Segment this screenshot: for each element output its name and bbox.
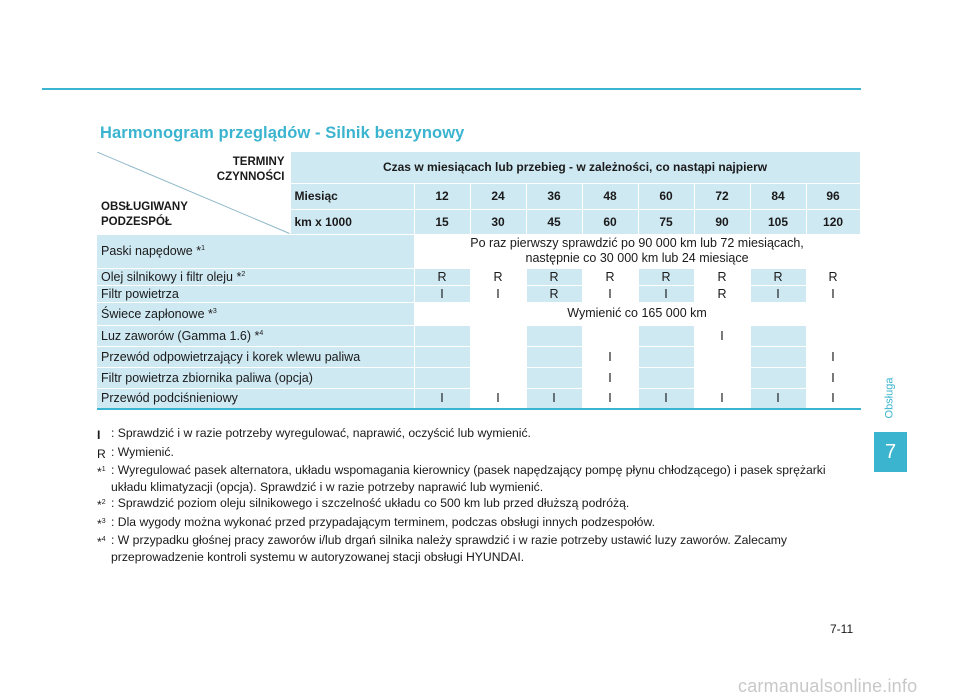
note-item <box>97 462 862 495</box>
cell-value <box>638 346 694 367</box>
cell-value <box>470 325 526 346</box>
note-text: : Sprawdzić i w razie potrzeby wyregulować, naprawić, oczyścić lub wymienić. <box>111 426 531 440</box>
chapter-tab-label: Obsługa <box>883 377 896 419</box>
km-value: 30 <box>470 209 526 234</box>
months-label: Miesiąc <box>290 183 414 209</box>
cell-value: I <box>694 325 750 346</box>
month-value: 48 <box>582 183 638 209</box>
cell-value: R <box>750 268 806 285</box>
maintenance-schedule-table <box>97 152 861 410</box>
cell-value <box>750 367 806 388</box>
note-key: *$^2$ <box>97 498 106 513</box>
corner-top-label: TERMINY CZYNNOŚCI <box>216 156 285 183</box>
row-span-text: Wymienić co 165 000 km <box>414 302 860 325</box>
note-text: : Sprawdzić poziom oleju silnikowego i szczelność układu co 500 km lub przed dłuższą podróżą. <box>111 496 630 511</box>
note-item <box>97 444 862 463</box>
note-item <box>97 425 862 444</box>
cell-value: R <box>526 285 582 302</box>
km-value: 90 <box>694 209 750 234</box>
page-title: Harmonogram przeglądów - Silnik benzynowy <box>100 124 465 142</box>
table-row <box>97 346 860 367</box>
cell-value: I <box>806 285 860 302</box>
chapter-number-tab: 7 <box>874 432 907 472</box>
cell-value <box>526 367 582 388</box>
cell-value: I <box>638 285 694 302</box>
table-row <box>97 302 860 325</box>
table-row <box>97 268 860 285</box>
cell-value <box>526 325 582 346</box>
note-text: : Wymienić. <box>111 444 174 459</box>
row-label: Przewód podciśnieniowy <box>97 388 414 409</box>
row-label: Luz zaworów (Gamma 1.6) *$^4$ <box>97 325 414 346</box>
table-row <box>97 234 860 268</box>
month-value: 60 <box>638 183 694 209</box>
cell-value: R <box>470 268 526 285</box>
corner-bottom-label: OBSŁUGIWANY PODZESPÓŁ <box>101 200 188 228</box>
note-key: R <box>97 446 106 461</box>
cell-value <box>638 367 694 388</box>
table-corner-cell <box>97 152 290 234</box>
cell-value <box>470 346 526 367</box>
cell-value: I <box>526 388 582 409</box>
legend-notes <box>97 425 862 565</box>
row-label: Przewód odpowietrzający i korek wlewu paliwa <box>97 346 414 367</box>
cell-value: I <box>694 388 750 409</box>
row-span-text: Po raz pierwszy sprawdzić po 90 000 km lub 72 miesiącach, następnie co 30 000 km lub 24 miesiące <box>414 234 860 268</box>
cell-value <box>694 346 750 367</box>
table-row <box>97 367 860 388</box>
cell-value: I <box>582 346 638 367</box>
cell-value: R <box>806 268 860 285</box>
cell-value: R <box>694 268 750 285</box>
month-value: 12 <box>414 183 470 209</box>
cell-value: I <box>582 388 638 409</box>
month-value: 96 <box>806 183 860 209</box>
note-text: : Wyregulować pasek alternatora, układu wspomagania kierownicy (pasek napędzający pompę płynu chłodzącego) i pasek sprężarki układu klimatyzacji (opcja). Sprawdzić i w razie potrzeby naprawić lub wymienić. <box>111 463 826 494</box>
watermark: carmanualsonline.info <box>738 676 918 696</box>
km-value: 60 <box>582 209 638 234</box>
note-key: *$^4$ <box>97 535 106 550</box>
table-row <box>97 285 860 302</box>
table-header: Czas w miesiącach lub przebieg - w zależności, co nastąpi najpierw <box>290 152 860 183</box>
cell-value: R <box>694 285 750 302</box>
note-text: : Dla wygody można wykonać przed przypadającym terminem, podczas obsługi innych podzespołów. <box>111 514 655 529</box>
cell-value: I <box>470 285 526 302</box>
row-label: Filtr powietrza <box>97 285 414 302</box>
cell-value <box>694 367 750 388</box>
note-item <box>97 495 862 514</box>
cell-value: I <box>750 388 806 409</box>
cell-value <box>414 346 470 367</box>
cell-value: I <box>750 285 806 302</box>
km-value: 15 <box>414 209 470 234</box>
cell-value: I <box>470 388 526 409</box>
table-row <box>97 325 860 346</box>
cell-value: I <box>414 285 470 302</box>
cell-value: I <box>806 388 860 409</box>
cell-value <box>750 346 806 367</box>
row-label: Olej silnikowy i filtr oleju *$^2$ <box>97 268 414 285</box>
row-label: Paski napędowe *$^1$ <box>97 234 414 268</box>
cell-value: R <box>638 268 694 285</box>
note-item <box>97 514 862 533</box>
cell-value <box>806 325 860 346</box>
cell-value <box>750 325 806 346</box>
cell-value <box>526 346 582 367</box>
cell-value <box>470 367 526 388</box>
note-key: *$^3$ <box>97 516 106 531</box>
km-label: km x 1000 <box>290 209 414 234</box>
table-row <box>97 388 860 409</box>
top-rule <box>42 88 861 90</box>
cell-value <box>582 325 638 346</box>
month-value: 72 <box>694 183 750 209</box>
km-value: 120 <box>806 209 860 234</box>
month-value: 24 <box>470 183 526 209</box>
cell-value: R <box>526 268 582 285</box>
km-value: 75 <box>638 209 694 234</box>
note-item <box>97 532 862 565</box>
cell-value: I <box>638 388 694 409</box>
note-key: *$^1$ <box>97 465 106 480</box>
month-value: 36 <box>526 183 582 209</box>
cell-value: I <box>582 367 638 388</box>
km-value: 45 <box>526 209 582 234</box>
cell-value: I <box>582 285 638 302</box>
km-value: 105 <box>750 209 806 234</box>
cell-value: R <box>582 268 638 285</box>
month-value: 84 <box>750 183 806 209</box>
cell-value: I <box>806 346 860 367</box>
cell-value: I <box>414 388 470 409</box>
note-text: : W przypadku głośnej pracy zaworów i/lub drgań silnika należy sprawdzić i w razie potrzeby ustawić luzy zaworów. Zalecamy przeprowadzenie kontroli systemu w autoryzowanej stacji obsługi HYUNDAI. <box>111 533 788 564</box>
page-number: 7-11 <box>830 622 854 636</box>
row-label: Filtr powietrza zbiornika paliwa (opcja) <box>97 367 414 388</box>
row-label: Świece zapłonowe *$^3$ <box>97 302 414 325</box>
cell-value: R <box>414 268 470 285</box>
note-key: I <box>97 428 101 443</box>
cell-value: I <box>806 367 860 388</box>
cell-value <box>414 367 470 388</box>
cell-value <box>414 325 470 346</box>
cell-value <box>638 325 694 346</box>
